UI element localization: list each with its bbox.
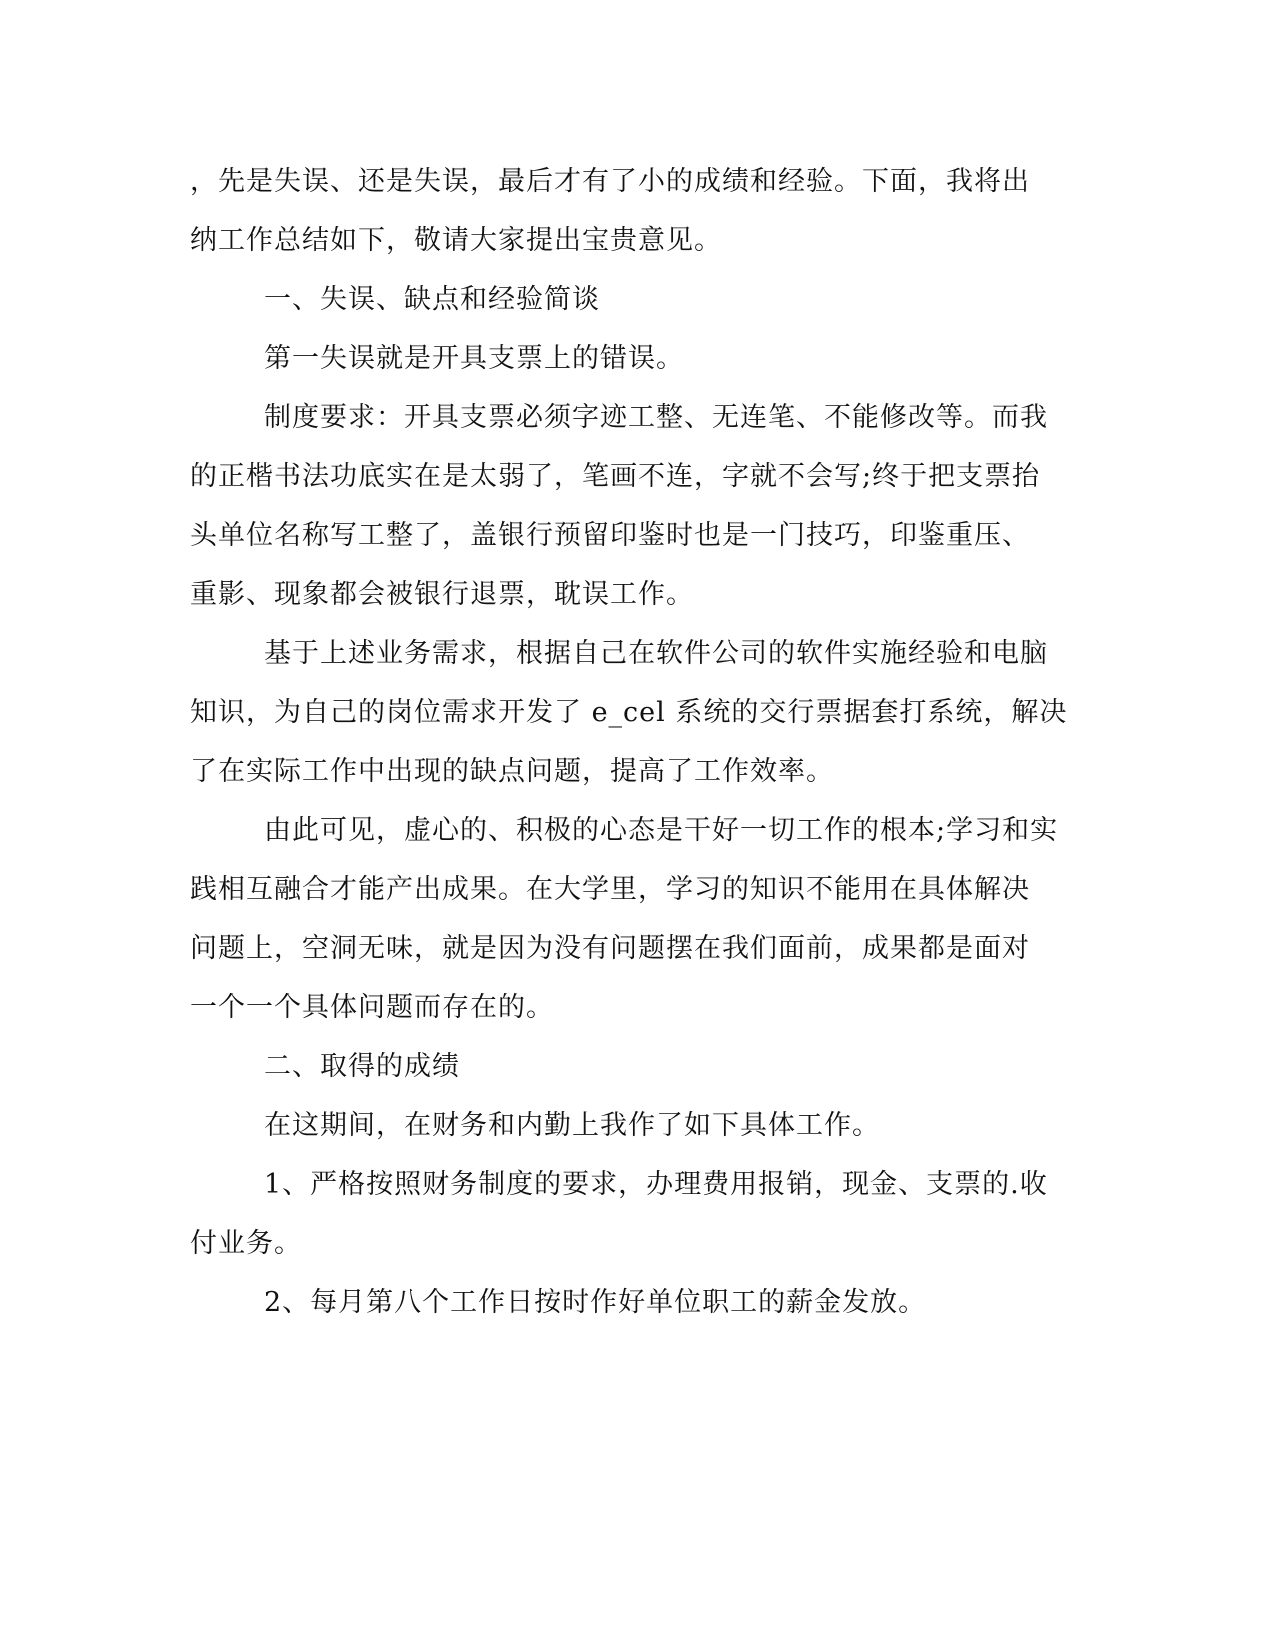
- section-heading-2: 二、取得的成绩: [264, 1051, 460, 1082]
- list-item-1-continued: 付业务。: [190, 1228, 302, 1259]
- text-line-17: 在这期间，在财务和内勤上我作了如下具体工作。: [264, 1110, 880, 1141]
- list-item-1: 1、严格按照财务制度的要求，办理费用报销，现金、支票的.收: [264, 1169, 1048, 1200]
- text-line-1: ，先是失误、还是失误，最后才有了小的成绩和经验。下面，我将出: [190, 166, 1030, 197]
- text-line-15: 一个一个具体问题而存在的。: [190, 992, 554, 1023]
- text-line-11: 了在实际工作中出现的缺点问题，提高了工作效率。: [190, 756, 834, 787]
- section-heading-1: 一、失误、缺点和经验简谈: [264, 284, 600, 315]
- text-line-6: 的正楷书法功底实在是太弱了，笔画不连，字就不会写;终于把支票抬: [190, 461, 1041, 492]
- text-line-4: 第一失误就是开具支票上的错误。: [264, 343, 684, 374]
- text-line-2: 纳工作总结如下，敬请大家提出宝贵意见。: [190, 225, 722, 256]
- text-line-14: 问题上，空洞无味，就是因为没有问题摆在我们面前，成果都是面对: [190, 933, 1030, 964]
- text-line-7: 头单位名称写工整了，盖银行预留印鉴时也是一门技巧，印鉴重压、: [190, 520, 1030, 551]
- text-line-12: 由此可见，虚心的、积极的心态是干好一切工作的根本;学习和实: [264, 815, 1059, 846]
- text-line-10: 知识，为自己的岗位需求开发了 e_cel 系统的交行票据套打系统，解决: [190, 697, 1068, 728]
- text-line-9: 基于上述业务需求，根据自己在软件公司的软件实施经验和电脑: [264, 638, 1048, 669]
- text-line-5: 制度要求：开具支票必须字迹工整、无连笔、不能修改等。而我: [264, 402, 1048, 433]
- list-item-2: 2、每月第八个工作日按时作好单位职工的薪金发放。: [264, 1287, 927, 1318]
- text-line-13: 践相互融合才能产出成果。在大学里，学习的知识不能用在具体解决: [190, 874, 1030, 905]
- text-line-8: 重影、现象都会被银行退票，耽误工作。: [190, 579, 694, 610]
